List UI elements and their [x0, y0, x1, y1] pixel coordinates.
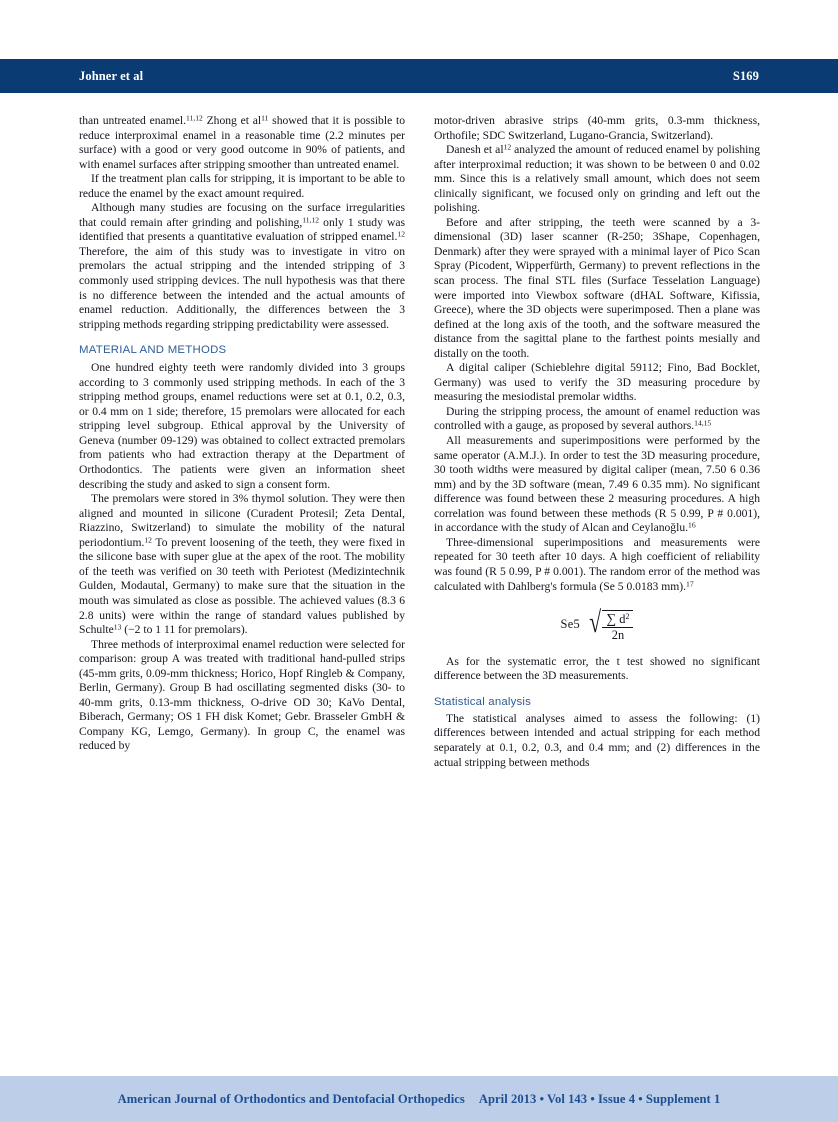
right-paragraph-group-after-equation: [434, 655, 760, 684]
p-scanning: [434, 216, 760, 361]
p-motor-driven: [434, 114, 760, 143]
text-run: Zhong et al: [202, 114, 262, 127]
dahlberg-formula: [434, 607, 760, 643]
p-thymol-storage: [79, 492, 405, 637]
reference-superscript: 16: [688, 520, 696, 530]
equation-numerator: [602, 611, 633, 627]
reference-superscript: 12: [397, 229, 405, 239]
text-run: Although many studies are focusing on the surface irregularities that could remain after grinding and polishing,: [79, 201, 405, 229]
text-run: showed that it is possible to reduce interproximal enamel in a reasonable time (2.2 minutes per surface) with a good or very good outcome in 90% of patients, and with enamel surfaces after stripping smoother than untreated enamel.: [79, 114, 405, 171]
column-right: [434, 114, 760, 1049]
p-treatment-plan: [79, 172, 405, 201]
column-left: [79, 114, 405, 1049]
text-run: Therefore, the aim of this study was to investigate in vitro on premolars the actual stripping and the intended stripping of 3 commonly used stripping devices. The null hypothesis was that there is no difference between the intended and the actual amounts of enamel reduction. Additionally, the differences between the 3 stripping methods regarding stripping predictability were assessed.: [79, 244, 405, 331]
text-run: During the stripping process, the amount of enamel reduction was controlled with a gauge, as proposed by several authors.: [434, 404, 760, 433]
text-run: One hundred eighty teeth were randomly divided into 3 groups according to 3 commonly used stripping methods. In each of the 3 stripping method groups, enamel reductions were set at 0.1, 0.2, 0.3, or 0.4 mm on 1 side; therefore, 15 premolars were allocated for each stripping level subgroup. Ethical approval by the University of Geneva (number 09-129) was obtained to collect extracted premolars from patients who had extraction therapy at the Department of Orthodontics. The patients were given an information sheet describing the study and asked to sign a consent form.: [79, 361, 405, 491]
reference-superscript: 17: [686, 579, 694, 589]
square-root-icon: √: [589, 606, 602, 640]
text-run: Three methods of interproximal enamel reduction were selected for comparison: group A was treated with traditional hand-pulled strips (45-mm grits, 0.09-mm thickness; Horico, Hopf Ringleb & Company, Berlin, Germany). Group B had oscillating segmented disks (30- to 40-mm grits, 0.13-mm thickness, O-drive OD 30; KaVo Dental, Biberach, Germany; OS 1 FH disk Komet; Gebr. Brasseler GmbH & Company KG, Lemgo, Germany). In group C, the enamel was reduced by: [79, 637, 405, 753]
text-run: motor-driven abrasive strips (40-mm grits, 0.3-mm thickness, Orthofile; SDC Switzerland, Lugano-Grancia, Switzerland).: [434, 114, 760, 142]
left-paragraph-group-intro: [79, 114, 405, 332]
summation-icon: ∑: [606, 611, 617, 627]
p-gauge: [434, 405, 760, 434]
text-run: To prevent loosening of the teeth, they were fixed in the silicone base with super glue at the apex of the root. The mobility of the teeth was verified on 30 teeth with Periotest (Medizintechnik Gulden, Modautal, Germany) to make sure that the situation in the mouth was simulated as close as possible. The achieved values (8.3 6 2.8 units) were within the range of standard values published by Schulte: [79, 535, 405, 637]
running-header-inner: [79, 59, 759, 93]
right-paragraph-group-statistics: [434, 712, 760, 770]
running-header-bar: [0, 59, 838, 93]
p-caliper: [434, 361, 760, 405]
text-run: The statistical analyses aimed to assess the following: (1) differences between intended and actual stripping for each method separately at 0.1, 0.2, 0.3, and 0.4 mm; and (2) differences in the actual stripping between methods: [434, 711, 760, 769]
subsection-heading-statistical-analysis: Statistical analysis: [434, 695, 532, 708]
reference-superscript: 12: [144, 535, 152, 545]
text-run: Before and after stripping, the teeth were scanned by a 3-dimensional (3D) laser scanner (R-250; 3Shape, Copenhagen, Denmark) after they were sprayed with a minimal layer of Pico Scan Spray (Picodent, Wipperfürth, Germany) to prevent reflections in the scan process. The final STL files (Surface Tesselation Language) were imported into Viewbox software (dHAL Software, Kifissia, Greece), where the 3D objects were superimposed. Then a plane was defined at the long axis of the tooth, and the software measured the distance from the sagittal plane to the farthest points mesially and distally on the tooth.: [434, 215, 760, 360]
reference-superscript: 14,15: [694, 419, 712, 428]
text-run: (−2 to 1 11 for premolars).: [121, 623, 248, 637]
p-reliability: [434, 536, 760, 594]
text-run: Danesh et al: [446, 143, 504, 157]
equation-numerator-exponent: 2: [625, 612, 630, 622]
text-run: analyzed the amount of reduced enamel by polishing after interproximal reduction; it was shown to be between 0 and 0.02 mm. Since this is a relatively small amount, which does not seem clinically significant, we focused only on grinding and left out the polishing.: [434, 143, 760, 215]
p-three-methods: [79, 638, 405, 754]
reference-superscript: 12: [503, 142, 512, 152]
p-aim-of-study: [79, 201, 405, 332]
text-run: All measurements and superimpositions were performed by the same operator (A.M.J.). In order to test the 3D measuring procedure, 30 tooth widths were measured by digital caliper (mean, 7.50 6 0.36 mm) and by the 3D software (mean, 7.49 6 0.35 mm). No significant difference was found between these 2 measuring procedures. A high correlation was found between these methods (R 5 0.99, P # 0.001), in accordance with the study of Alcan and Ceylanoğlu.: [434, 434, 760, 535]
reference-superscript: 11: [261, 113, 269, 123]
footer-issue-info: April 2013 • Vol 143 • Issue 4 • Supplement 1: [478, 1091, 721, 1106]
text-run: If the treatment plan calls for stripping, it is important to be able to reduce the enamel by the exact amount required.: [79, 172, 405, 200]
p-danesh: [434, 143, 760, 216]
header-page-number: S169: [732, 68, 759, 83]
header-authors: Johner et al: [79, 68, 144, 83]
text-run: A digital caliper (Schieblehre digital 59112; Fino, Bad Bocklet, Germany) was used to verify the 3D measuring procedure by measuring the mesiodistal premolar widths.: [434, 361, 760, 404]
text-run: than untreated enamel.: [79, 114, 186, 127]
equation-radical: [587, 607, 633, 643]
p-operator: [434, 434, 760, 536]
equation-left-hand-side: Se5: [560, 617, 580, 632]
article-body: [79, 114, 760, 1049]
text-run: As for the systematic error, the t test showed no significant difference between the 3D measurements.: [434, 654, 760, 683]
p-statistical-analyses: [434, 712, 760, 770]
equation-fraction: [602, 610, 633, 643]
right-paragraph-group-methods: [434, 114, 760, 594]
running-footer-inner: [79, 1076, 759, 1122]
left-paragraph-group-methods: [79, 361, 405, 754]
p-untreated-enamel: [79, 114, 405, 172]
text-run: The premolars were stored in 3% thymol solution. They were then aligned and mounted in silicone (Curadent Protesil; Zeta Dental, Riazzino, Switzerland) to simulate the mobility of the natural periodontium.: [79, 492, 405, 549]
text-run: Three-dimensional superimpositions and measurements were repeated for 30 teeth after 10 days. A high coefficient of reliability was found (R 5 0.99, P # 0.001). The random error of the method was calculated with Dahlberg's formula (Se 5 0.0183 mm).: [434, 535, 760, 593]
p-180-teeth: [79, 361, 405, 492]
p-systematic-error: [434, 655, 760, 684]
reference-superscript: 11,12: [186, 113, 203, 123]
reference-superscript: 11,12: [302, 215, 320, 225]
section-heading-material-and-methods: MATERIAL AND METHODS: [79, 344, 227, 357]
equation-denominator: 2n: [602, 627, 633, 643]
footer-journal-title: American Journal of Orthodontics and Dentofacial Orthopedics: [117, 1091, 465, 1106]
text-run: only 1 study was identified that presents a quantitative evaluation of stripped enamel.: [79, 215, 405, 244]
equation-numerator-term: d: [619, 612, 626, 627]
running-footer-bar: [0, 1076, 838, 1122]
reference-superscript: 13: [113, 622, 122, 632]
